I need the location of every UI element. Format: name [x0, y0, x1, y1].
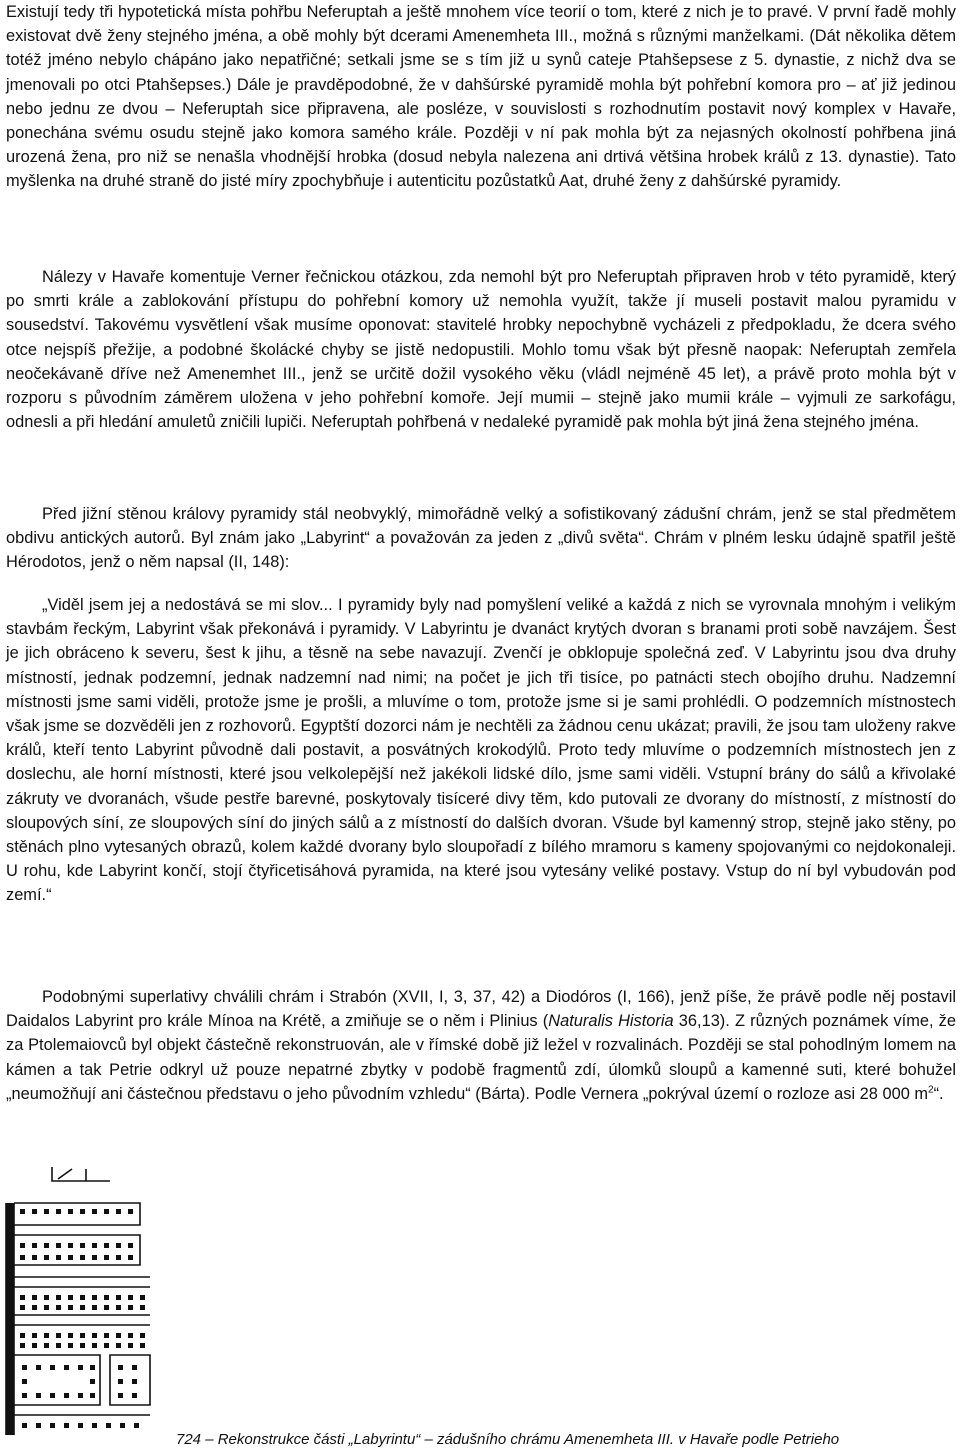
superscript-2: 2: [928, 1084, 934, 1096]
paragraph-3: Před jižní stěnou královy pyramidy stál neobvyklý, mimořádně velký a sofistikovaný zádušní chrám, jenž se stal předmětem obdivu antických autorů. Byl znám jako „Labyrint“ a považován za jeden z „divů světa“. Chrám v plném lesku údajně spatřil ještě Hérodotos, jenž o něm napsal (II, 148):: [6, 505, 956, 572]
column-row-5: [22, 1365, 137, 1398]
labyrinth-plan-figure: [0, 1165, 520, 1435]
column-row-6: [22, 1423, 139, 1428]
figure-caption: 724 – Rekonstrukce části „Labyrintu“ – zádušního chrámu Amenemheta III. v Havaře podle Petrieho: [176, 1431, 840, 1448]
paragraph-1: Existují tedy tři hypotetická místa pohřbu Neferuptah a ještě mnohem více teorií o tom, které z nich je to pravé. V první řadě mohly existovat dvě ženy stejného jména, a obě mohly být dcerami Amenemheta III., možná s různými manželkami. (Dát několika dětem totéž jméno nebylo chápáno jako nepatřičné; setkali jsme se s tím již u synů cateje Ptahšepsese z 5. dynastie, z nichž dva se jmenovali po otci Ptahšepses.) Dále je pravděpodobné, že v dahšúrské pyramidě mohla být pohřební komora pro – ať již jedinou nebo jednu ze dvou – Neferuptah sice připravena, ale posléze, v souvislosti s rozhodnutím postavit nový komplex v Havaře, ponechána svému osudu stejně jako komora samého krále. Později v ní pak mohla být za nejasných okolností pohřbena jiná urozená žena, pro niž se nenašla vhodnější hrobka (dosud nebyla nalezena ani drtivá většina hrobek králů z 13. dynastie). Tato myšlenka na druhé straně do jisté míry zpochybňuje i autenticitu pozůstatků Aat, druhé ženy z dahšúrské pyramidy.: [6, 3, 956, 191]
column-row-3: [20, 1295, 145, 1310]
paragraph-2: Nálezy v Havaře komentuje Verner řečnickou otázkou, zda nemohl být pro Neferuptah připraven hrob v této pyramidě, který po smrti krále a zablokování přístupu do pohřební komory už nemohla využít, takže jí museli postavit malou pyramidu v sousedství. Takovému vysvětlení však musíme oponovat: stavitelé hrobky nepochybně vycházeli z předpokladu, že dcera svého otce nejspíš přežije, a podobné školácké chyby se jistě nedopustili. Mohlo tomu však být přesně naopak: Neferuptah zemřela neočekávaně dříve než Amenemhet III., jenž se určitě dožil vysokého věku (vládl nejméně 45 let), a právě proto mohla být v rozporu s původním záměrem uložena v jeho pohřební komoře. Její mumii – stejně jako mumii krále – vyjmuli ze sarkofágu, odnesli a při hledání amuletů zničili lupiči. Neferuptah pohřbená v nedaleké pyramidě pak mohla být jiná žena stejného jména.: [6, 268, 956, 432]
naturalis-historia-title: Naturalis Historia: [548, 1012, 674, 1031]
column-row-1: [20, 1209, 133, 1214]
paragraph-5: [6, 985, 956, 1106]
paragraph-5-part-c: “.: [933, 1084, 944, 1103]
column-row-4: [20, 1333, 145, 1348]
paragraph-5-part-a: Podobnými superlativy chválili chrám i Strabón (XVII, I, 3, 37, 42) a Diodóros (I, 166), jenž píše, že právě podle něj postavil Daidalos Labyrint pro krále Mínoa na Krétě, a zmiňuje se o něm i Plinius (: [6, 988, 956, 1031]
column-row-2: [20, 1243, 133, 1260]
herodotos-quote: „Viděl jsem jej a nedostává se mi slov... I pyramidy byly nad pomyšlení veliké a každá z nich se vyrovnala mnohým i velikým stavbám řeckým, Labyrint však překonává i pyramidy. V Labyrintu je dvanáct krytých dvoran s branami proti sobě navzájem. Šest je jich obráceno k severu, šest k jihu, a těsně na sebe navazují. Zvenčí je obklopuje společná zeď. V Labyrintu jsou dva druhy místností, jednak podzemní, jednak nadzemní nad nimi; na počet je jich tři tisíce, po patnácti stech obojího druhu. Nadzemní místnosti jsme sami viděli, protože jsme je prošli, a mluvíme o tom, protože jsme si je sami prohlédli. O podzemních místnostech však jsme se dozvěděli jen z rozhovorů. Egyptští dozorci nám je nechtěli za žádnou cenu ukázat; pravili, že jsou tam uloženy rakve králů, kteří tento Labyrint původně dali postavit, a posvátných krokodýlů. Proto tedy mluvíme o podzemních místnostech jen z doslechu, ale horní místnosti, které jsou velkolepější než jakékoli lidské dílo, jsme sami viděli. Vstupní brány do sálů a křivolaké zákruty ve dvoranách, všude pestře barevné, poskytovaly tisíceré divy těm, kdo putovali ze dvorany do místností, z místností do sloupových síní, ze sloupových síní do jiných sálů a z místností do dalších dvoran. Všude byl kamenný strop, stejně jako stěny, po stěnách plno vytesaných obrazů, kolem každé dvorany bylo sloupořadí z bílého mramoru s kameny spojovanými co nejdokonaleji. U rohu, kde Labyrint končí, stojí čtyřicetisáhová pyramida, na které jsou vytesány veliké postavy. Vstup do ní byl vybudován pod zemí.“: [6, 596, 956, 905]
paragraph-5-part-b: 36,13). Z různých poznámek víme, že za Ptolemaiovců byl objekt částečně rekonstruován, ale v římské době již ležel v rozvalinách. Později se stal pohodlným lomem na kámen a tak Petrie odkryl už pouze nepatrné zbytky v podobě fragmentů zdí, úlomků sloupů a kamenné suti, které bohužel „neumožňují ani částečnou představu o jeho původním vzhledu“ (Bárta). Podle Vernera „pokrýval území o rozloze asi 28 000 m: [6, 1012, 956, 1103]
